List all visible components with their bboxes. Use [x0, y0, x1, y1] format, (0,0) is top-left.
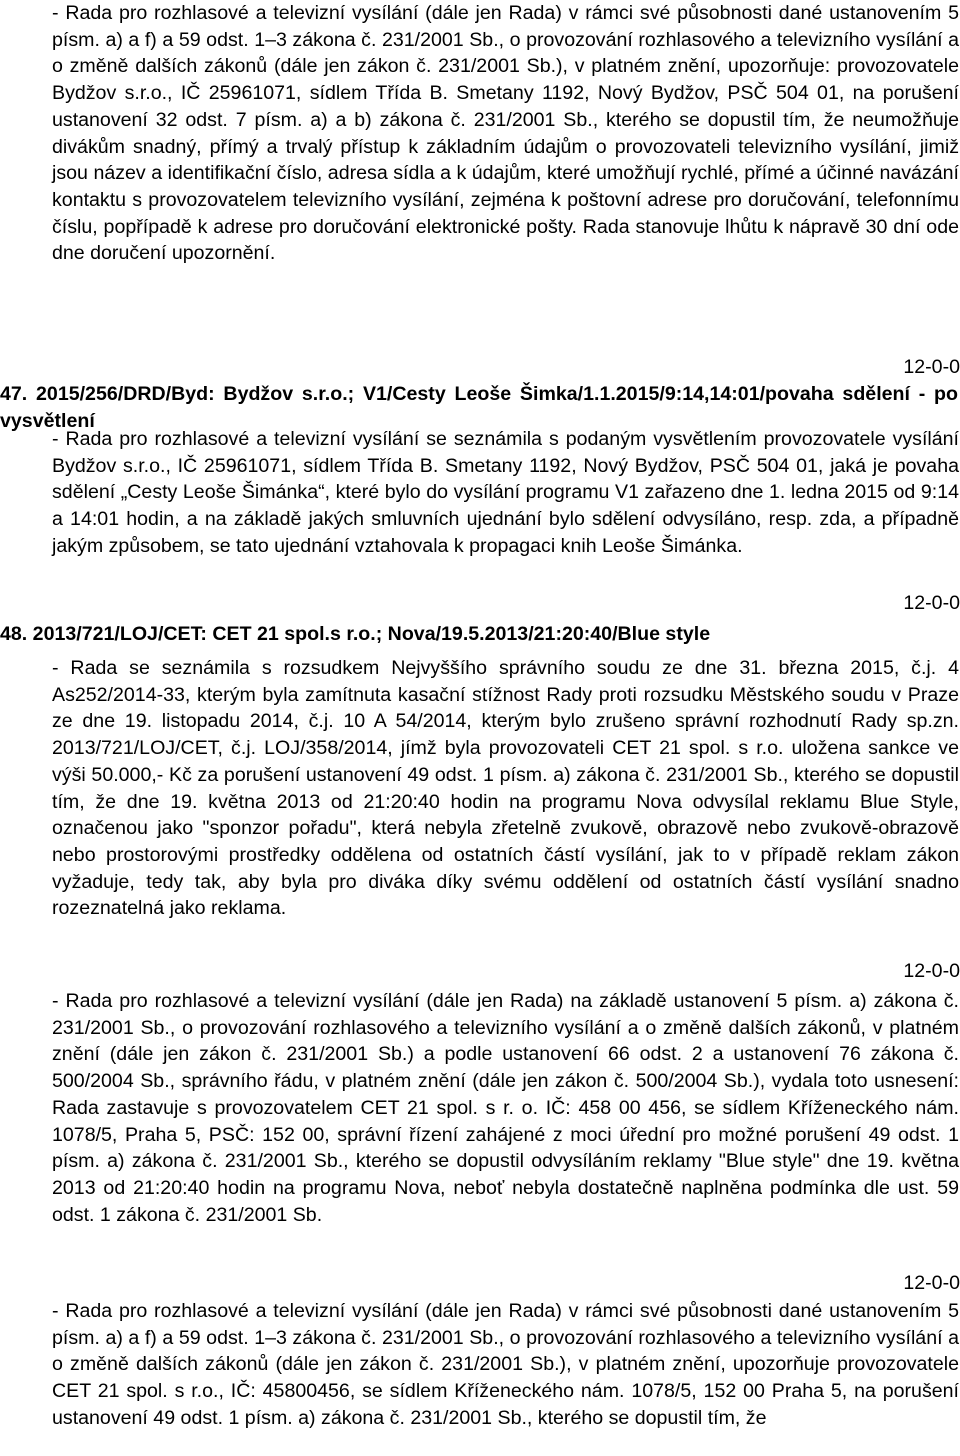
- item-heading-47: 47. 2015/256/DRD/Byd: Bydžov s.r.o.; V1/Cesty Leoše Šimka/1.1.2015/9:14,14:01/povaha sdělení - po vysvětlení: [0, 383, 958, 432]
- paragraph-notice-bydzov: - Rada pro rozhlasové a televizní vysílání (dále jen Rada) v rámci své působnosti dané ustanovením 5 písm. a) a f) a 59 odst. 1–3 zákona č. 231/2001 Sb., o provozování rozhlasového a televizního vysílání a o změně dalších zákonů (dále jen zákon č. 231/2001 Sb.), v platném znění, upozorňuje: provozovatele Bydžov s.r.o., IČ 25961071, sídlem Třída B. Smetany 1192, Nový Bydžov, PSČ 504 01, na porušení ustanovení 32 odst. 7 písm. a) a b) zákona č. 231/2001 Sb., kterého se dopustil tím, že neumožňuje divákům snadný, přímý a trvalý přístup k základním údajům o provozovateli televizního vysílání, jimiž jsou název a identifikační číslo, adresa sídla a k údajům, které umožňují rychlé, přímé a účinné navázání kontaktu s provozovatelem televizního vysílání, zejména k poštovní adrese pro doručování, telefonnímu číslu, popřípadě k adrese pro doručování elektronické pošty. Rada stanovuje lhůtu k nápravě 30 dní ode dne doručení upozornění.: [52, 2, 959, 265]
- vote-result: 12-0-0: [903, 592, 960, 614]
- vote-result: 12-0-0: [903, 960, 960, 982]
- vote-result: 12-0-0: [903, 356, 960, 378]
- item-heading-48: 48. 2013/721/LOJ/CET: CET 21 spol.s r.o.; Nova/19.5.2013/21:20:40/Blue style: [0, 623, 711, 645]
- vote-result: 12-0-0: [903, 1272, 960, 1294]
- paragraph-item-47: - Rada pro rozhlasové a televizní vysílání se seznámila s podaným vysvětlením provozovatele vysílání Bydžov s.r.o., IČ 25961071, sídlem Třída B. Smetany 1192, Nový Bydžov, PSČ 504 01, jaká je povaha sdělení „Cesty Leoše Šimánka“, které bylo do vysílání programu V1 zařazeno dne 1. ledna 2015 od 9:14 a 14:01 hodin, a na základě jakých smluvních ujednání bylo sdělení odvysíláno, resp. zda, a případně jakým způsobem, se tato ujednání vztahovala k propagaci knih Leoše Šimánka.: [52, 428, 959, 557]
- paragraph-item-48-court: - Rada se seznámila s rozsudkem Nejvyššího správního soudu ze dne 31. března 2015, č.j. 4 As252/2014-33, kterým byla zamítnuta kasační stížnost Rady proti rozsudku Městského soudu v Praze ze dne 19. listopadu 2014, č.j. 10 A 54/2014, kterým bylo zrušeno správní rozhodnutí Rady sp.zn. 2013/721/LOJ/CET, č.j. LOJ/358/2014, jímž byla provozovateli CET 21 spol. s r.o. uložena sankce ve výši 50.000,- Kč za porušení ustanovení 49 odst. 1 písm. a) zákona č. 231/2001 Sb., kterého se dopustil tím, že dne 19. května 2013 od 21:20:40 hodin na programu Nova odvysílal reklamu Blue Style, označenou jako "sponzor pořadu", která nebyla zřetelně zvukově, obrazově nebo zvukově-obrazově nebo prostorovými prostředky oddělena od ostatních částí vysílání, jak to v případě reklam zákon vyžaduje, tedy tak, aby byla pro diváka díky svému oddělení od ostatních částí vysílání snadno rozeznatelná jako reklama.: [52, 657, 959, 920]
- paragraph-item-48-resolution: - Rada pro rozhlasové a televizní vysílání (dále jen Rada) na základě ustanovení 5 písm. a) zákona č. 231/2001 Sb., o provozování rozhlasového a televizního vysílání a o změně dalších zákonů, v platném znění (dále jen zákon č. 231/2001 Sb.) a podle ustanovení 66 odst. 2 a ustanovení 76 zákona č. 500/2004 Sb., správního řádu, v platném znění (dále jen zákon č. 500/2004 Sb.), vydala toto usnesení: Rada zastavuje s provozovatelem CET 21 spol. s r. o. IČ: 458 00 456, se sídlem Kříženeckého nám. 1078/5, Praha 5, PSČ: 152 00, správní řízení zahájené z moci úřední pro možné porušení 49 odst. 1 písm. a) zákona č. 231/2001 Sb., kterého se dopustil odvysíláním reklamy "Blue style" dne 19. května 2013 od 21:20:40 hodin na programu Nova, neboť nebyla dostatečně naplněna podmínka dle ust. 59 odst. 1 zákona č. 231/2001 Sb.: [52, 990, 959, 1226]
- paragraph-item-48-notice: - Rada pro rozhlasové a televizní vysílání (dále jen Rada) v rámci své působnosti dané ustanovením 5 písm. a) a f) a 59 odst. 1–3 zákona č. 231/2001 Sb., o provozování rozhlasového a televizního vysílání a o změně dalších zákonů (dále jen zákon č. 231/2001 Sb.), v platném znění, upozorňuje provozovatele CET 21 spol. s r.o., IČ: 45800456, se sídlem Kříženeckého nám. 1078/5, 152 00 Praha 5, na porušení ustanovení 49 odst. 1 písm. a) zákona č. 231/2001 Sb., kterého se dopustil tím, že: [52, 1300, 959, 1429]
